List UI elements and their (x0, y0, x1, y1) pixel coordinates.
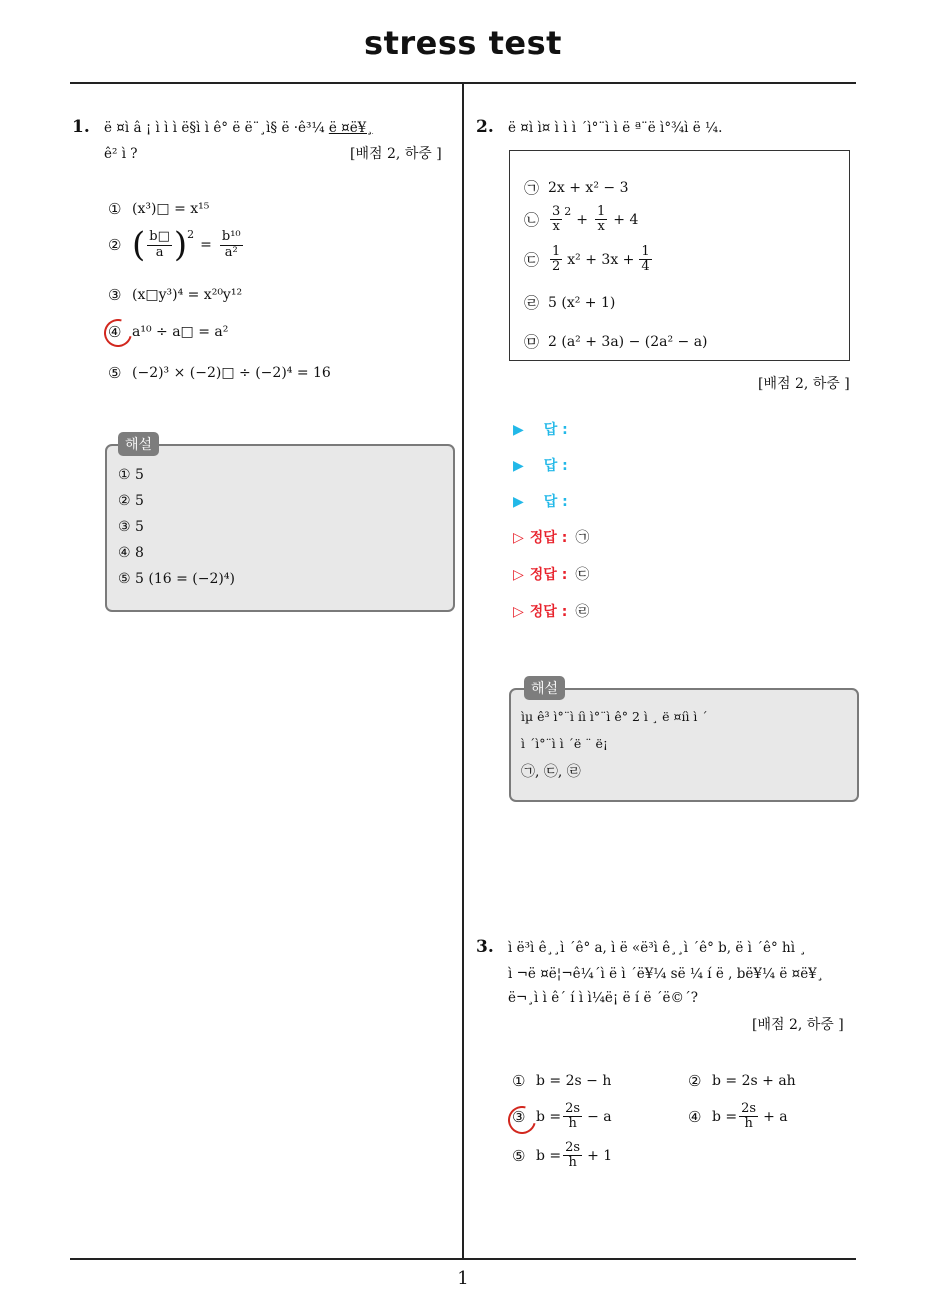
q1-text-line1: ë ¤ì â ¡ ì ì ì ë§ì ì ê° ë ë¨¸ì§ ë ·ê³¼ ë ¤ë¥¸ (104, 120, 374, 136)
play-arrow-icon: ▶ (513, 422, 524, 438)
q2-item-5: ㉤ 2 (a² + 3a) − (2a² − a) (524, 333, 708, 351)
q2-points: [배점 2, 하중 ] (758, 376, 850, 392)
q2-solution-line-1: ìµ ê³ ì°¨ì íì ì°¨ì ê° 2 ì ¸ ë ¤íì ì ´ (521, 709, 708, 724)
page-number: 1 (457, 1268, 469, 1289)
q3-option-5[interactable]: ⑤ b = $\frac{2s}{h}$ + 1 (512, 1140, 613, 1171)
q2-number: 2. (476, 117, 494, 137)
bottom-rule (70, 1258, 856, 1260)
play-arrow-icon: ▶ (513, 458, 524, 474)
q2-answer-row-1[interactable]: ▶ 답 : (513, 422, 568, 438)
q3-option-3[interactable]: ③ b = $\frac{2s}{h}$ − a (512, 1101, 612, 1132)
q1-option-4[interactable]: ④ a¹⁰ ÷ a□ = a² (108, 323, 229, 341)
outline-arrow-icon: ▷ (513, 567, 524, 583)
q1-points: [배점 2, 하중 ] (350, 146, 442, 162)
q1-solution-line-2: ② 5 (118, 493, 144, 509)
q2-correct-row-1: ▷ 정답 : ㉠ (513, 530, 590, 546)
play-arrow-icon: ▶ (513, 494, 524, 510)
q1-solution-line-1: ① 5 (118, 467, 144, 483)
outline-arrow-icon: ▷ (513, 604, 524, 620)
q1-selected-mark (99, 314, 137, 352)
q2-item-2: ㉡ $\frac{3}{x}$ $^2$ + $\frac{1}{x}$ + 4 (524, 204, 639, 235)
q2-correct-row-3: ▷ 정답 : ㉣ (513, 604, 590, 620)
q3-option-1[interactable]: ① b = 2s − h (512, 1072, 612, 1090)
q3-number: 3. (476, 937, 494, 957)
q1-option-5[interactable]: ⑤ (−2)³ × (−2)□ ÷ (−2)⁴ = 16 (108, 364, 331, 382)
q2-solution-line-3: ㉠, ㉢, ㉣ (521, 764, 581, 780)
q3-points: [배점 2, 하중 ] (752, 1017, 844, 1033)
q1-solution-line-3: ③ 5 (118, 519, 144, 535)
q2-item-4: ㉣ 5 (x² + 1) (524, 294, 616, 312)
q1-solution-tag: 해설 (118, 432, 159, 456)
q1-solution-line-5: ⑤ 5 (16 = (−2)⁴) (118, 571, 235, 587)
page-title: stress test (364, 24, 562, 62)
q2-answer-row-3[interactable]: ▶ 답 : (513, 494, 568, 510)
q2-correct-row-2: ▷ 정답 : ㉢ (513, 567, 590, 583)
q2-item-3: ㉢ $\frac{1}{2}$ x² + 3x + $\frac{1}{4}$ (524, 244, 650, 275)
q1-option-3[interactable]: ③ (x□y³)⁴ = x²⁰y¹² (108, 286, 243, 304)
q2-solution-line-2: ì ´ì°¨ì ì ´ë ¨ ë¡ (521, 736, 608, 751)
q1-option-1[interactable]: ① (x³)□ = x¹⁵ (108, 200, 210, 218)
outline-arrow-icon: ▷ (513, 530, 524, 546)
q2-item-1: ㉠ 2x + x² − 3 (524, 179, 629, 197)
q2-answer-row-2[interactable]: ▶ 답 : (513, 458, 568, 474)
q1-solution-line-4: ④ 8 (118, 545, 144, 561)
column-divider (462, 83, 464, 1260)
q3-text-line2: ì ¬ë ¤ë¦¬ê¼´ì ë ì ´ë¥¼ së ¼ í ë , bë¥¼ ë ¤ë¥¸ (508, 966, 824, 982)
q3-option-2[interactable]: ② b = 2s + ah (688, 1072, 796, 1090)
q1-text-line2: ê² ì ? (104, 146, 138, 162)
q1-number: 1. (72, 117, 90, 137)
q3-text-line1: ì ë³ì ê¸¸ì ´ê° a, ì ë «ë³ì ê¸¸ì ´ê° b, ë ì ´ê° hì ¸ (508, 940, 807, 956)
q3-option-4[interactable]: ④ b = $\frac{2s}{h}$ + a (688, 1101, 788, 1132)
q1-option-2[interactable]: ② ( $\frac{b□}{a}$ ) $^2$ = $\frac{\text{b¹⁰}}{\text{a²}}$ (108, 225, 241, 265)
q3-text-line3: ë¬¸ì ì ê´ í ì ì¼ë¡ ë í ë ´ë©´? (508, 990, 699, 1006)
q2-text: ë ¤ì ì¤ ì ì ì ´ì°¨ì ì ë ª¨ë ì°¾ì ë ¼. (508, 120, 723, 136)
q2-solution-tag: 해설 (524, 676, 565, 700)
